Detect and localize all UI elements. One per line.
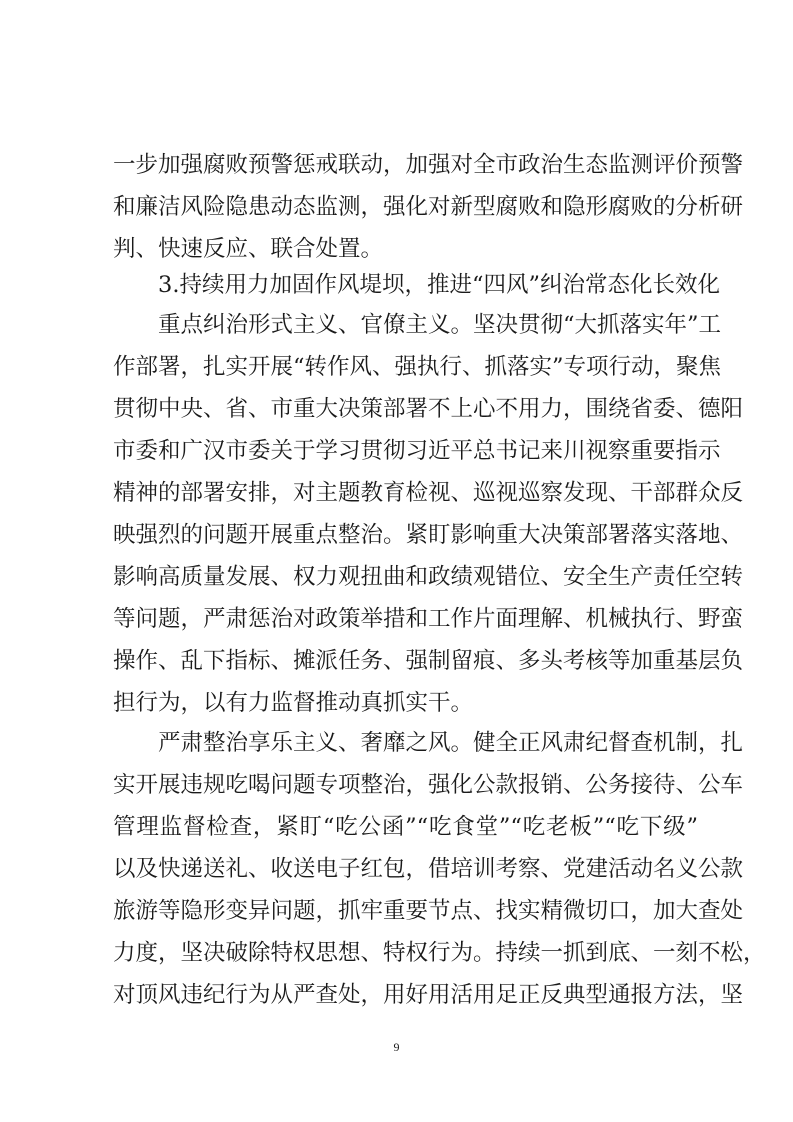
text-line: 贯彻中央、省、市重大决策部署不上心不用力，围绕省委、德阳 xyxy=(113,396,744,422)
text-line: 一步加强腐败预警惩戒联动，加强对全市政治生态监测评价预警 xyxy=(113,152,744,178)
text-line: 等问题，严肃惩治对政策举措和工作片面理解、机械执行、野蛮 xyxy=(113,606,744,632)
text-line: 对顶风违纪行为从严查处，用好用活用足正反典型通报方法，坚 xyxy=(113,982,744,1008)
text-line: 实开展违规吃喝问题专项整治，强化公款报销、公务接待、公车 xyxy=(113,772,744,798)
text-line: 以及快递送礼、收送电子红包，借培训考察、党建活动名义公款 xyxy=(113,856,744,882)
text-line: 精神的部署安排，对主题教育检视、巡视巡察发现、干部群众反 xyxy=(113,480,744,506)
text-line: 担行为，以有力监督推动真抓实干。 xyxy=(113,690,474,716)
text-line: 映强烈的问题开展重点整治。紧盯影响重大决策部署落实落地、 xyxy=(113,522,744,548)
text-line: 严肃整治享乐主义、奢靡之风。健全正风肃纪督查机制，扎 xyxy=(158,730,744,756)
text-line: 力度，坚决破除特权思想、特权行为。持续一抓到底、一刻不松， xyxy=(113,940,766,966)
text-line: 和廉洁风险隐患动态监测，强化对新型腐败和隐形腐败的分析研 xyxy=(113,194,744,220)
text-line: 市委和广汉市委关于学习贯彻习近平总书记来川视察重要指示 xyxy=(113,438,721,464)
text-line: 作部署，扎实开展“转作风、强执行、抓落实”专项行动，聚焦 xyxy=(113,354,722,380)
text-line: 操作、乱下指标、摊派任务、强制留痕、多头考核等加重基层负 xyxy=(113,648,744,674)
text-line: 旅游等隐形变异问题，抓牢重要节点、找实精微切口，加大查处 xyxy=(113,898,744,924)
section-heading: 3.持续用力加固作风堤坝，推进“四风”纠治常态化长效化 xyxy=(158,272,720,298)
text-line: 影响高质量发展、权力观扭曲和政绩观错位、安全生产责任空转 xyxy=(113,564,744,590)
page-number: 9 xyxy=(393,1040,400,1054)
text-line: 重点纠治形式主义、官僚主义。坚决贯彻“大抓落实年”工 xyxy=(158,312,722,338)
text-line: 判、快速反应、联合处置。 xyxy=(113,236,384,262)
text-line: 管理监督检查，紧盯“吃公函”“吃食堂”“吃老板”“吃下级” xyxy=(113,814,698,840)
